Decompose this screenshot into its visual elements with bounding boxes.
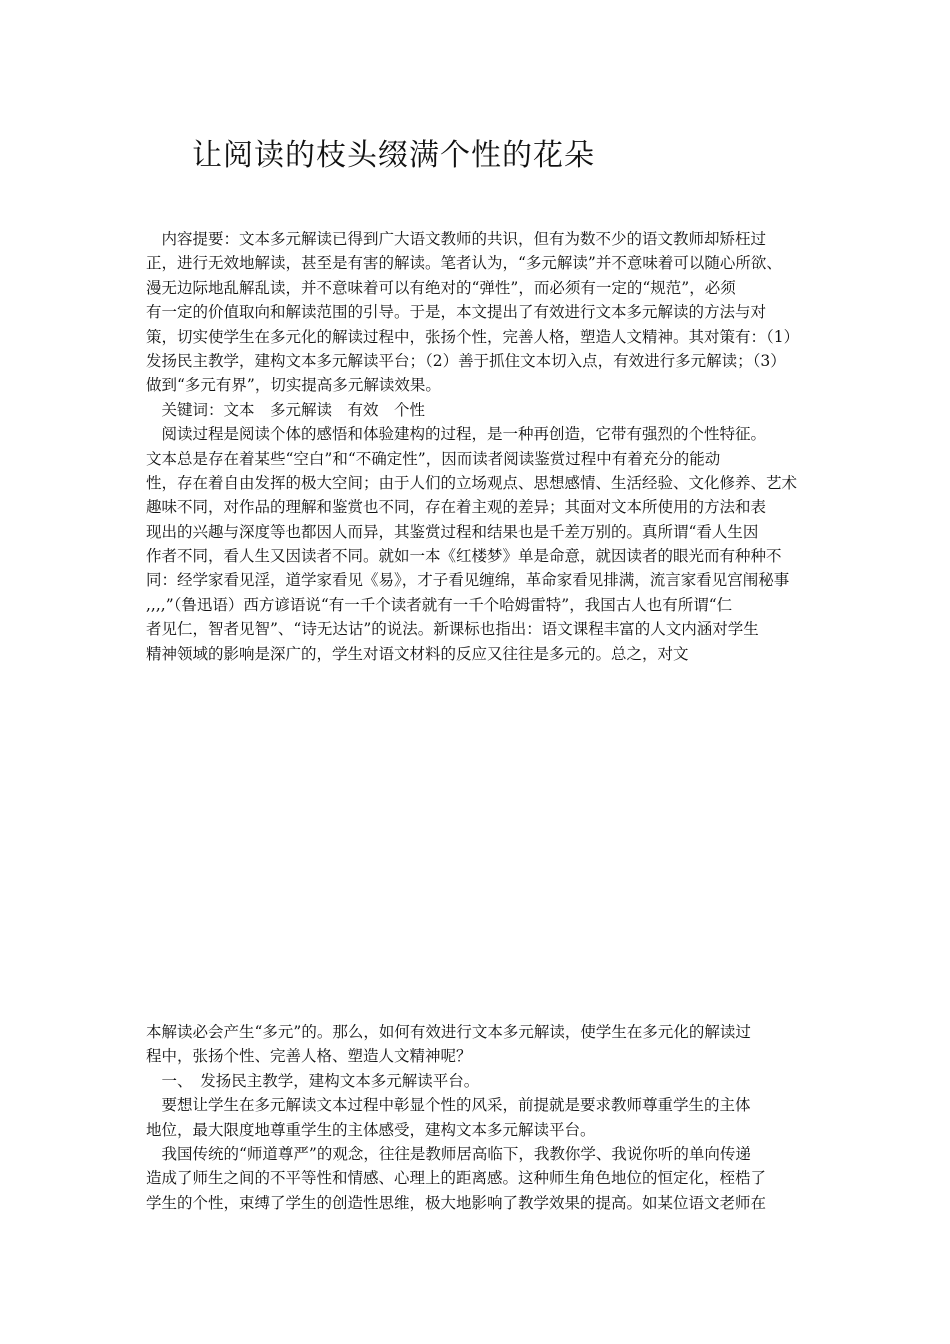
text-line: 趣味不同，对作品的理解和鉴赏也不同，存在着主观的差异；其面对文本所使用的方法和表	[146, 498, 767, 517]
text-line: 漫无边际地乱解乱读，并不意味着可以有绝对的“弹性”，而必须有一定的“规范”，必须	[146, 278, 736, 297]
text-line: 地位，最大限度地尊重学生的主体感受，建构文本多元解读平台。	[146, 1120, 596, 1139]
text-line: 正，进行无效地解读，甚至是有害的解读。笔者认为，“多元解读”并不意味着可以随心所欲、	[146, 254, 782, 273]
text-line: 学生的个性，束缚了学生的创造性思维，极大地影响了教学效果的提高。如某位语文老师在	[146, 1193, 767, 1212]
text-block-lower	[146, 1020, 826, 1215]
text-line: 精神领域的影响是深广的，学生对语文材料的反应又往往是多元的。总之，对文	[146, 644, 689, 663]
text-line: 现出的兴趣与深度等也都因人而异，其鉴赏过程和结果也是千差万别的。真所谓“看人生因	[146, 522, 759, 541]
text-line: 要想让学生在多元解读文本过程中彰显个性的风采，前提就是要求教师尊重学生的主体	[146, 1096, 751, 1115]
text-line: 文本总是存在着某些“空白”和“不确定性”，因而读者阅读鉴赏过程中有着充分的能动	[146, 449, 721, 468]
page-title: 让阅读的枝头缀满个性的花朵	[192, 138, 595, 173]
section-heading: 一、 发扬民主教学，建构文本多元解读平台。	[146, 1071, 480, 1090]
text-line: 作者不同，看人生又因读者不同。就如一本《红楼梦》单是命意，就因读者的眼光而有种种不	[146, 547, 782, 566]
text-line: ,,,,”（鲁迅语）西方谚语说“有一千个读者就有一千个哈姆雷特”，我国古人也有所谓“仁	[146, 595, 733, 614]
keywords-line: 关键词：文本 多元解读 有效 个性	[146, 400, 426, 419]
text-line: 性，存在着自由发挥的极大空间；由于人们的立场观点、思想感情、生活经验、文化修养、艺术	[146, 473, 798, 492]
text-line: 阅读过程是阅读个体的感悟和体验建构的过程，是一种再创造，它带有强烈的个性特征。	[146, 425, 767, 444]
text-line: 本解读必会产生“多元”的。那么，如何有效进行文本多元解读，使学生在多元化的解读过	[146, 1023, 751, 1041]
text-line: 做到“多元有界”，切实提高多元解读效果。	[146, 376, 441, 395]
text-line: 同：经学家看见淫，道学家看见《易》，才子看见缠绵，革命家看见排满，流言家看见宫闱秘事	[146, 571, 790, 590]
text-line: 有一定的价值取向和解读范围的引导。于是，本文提出了有效进行文本多元解读的方法与对	[146, 303, 767, 322]
text-line: 策，切实使学生在多元化的解读过程中，张扬个性，完善人格，塑造人文精神。其对策有：（1）	[146, 327, 800, 346]
text-line: 发扬民主教学，建构文本多元解读平台；（2）善于抓住文本切入点，有效进行多元解读；（3）	[146, 351, 786, 370]
text-line: 者见仁，智者见智”、“诗无达诂”的说法。新课标也指出：语文课程丰富的人文内涵对学生	[146, 620, 759, 639]
text-line: 内容提要：文本多元解读已得到广大语文教师的共识，但有为数不少的语文教师却矫枉过	[146, 230, 767, 248]
text-line: 造成了师生之间的不平等性和情感、心理上的距离感。这种师生角色地位的恒定化，桎梏了	[146, 1169, 767, 1188]
text-line: 程中，张扬个性、完善人格、塑造人文精神呢？	[146, 1047, 472, 1066]
text-block-upper	[146, 227, 826, 666]
text-line: 我国传统的“师道尊严”的观念，往往是教师居高临下，我教你学、我说你听的单向传递	[146, 1144, 751, 1163]
